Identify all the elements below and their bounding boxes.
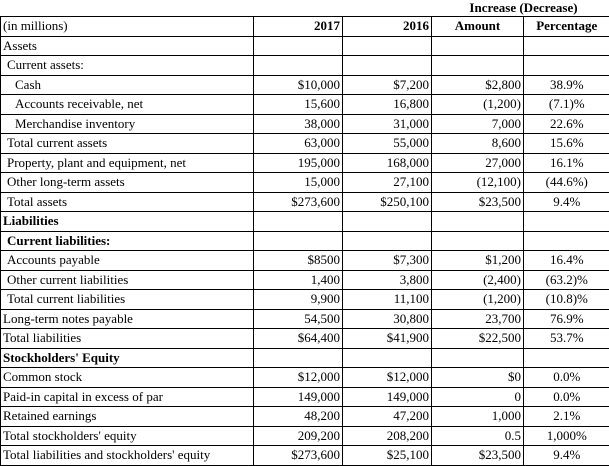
- column-header-2016: 2016: [343, 17, 432, 37]
- cell-2017: 63,000: [254, 134, 343, 154]
- cell-2017: 48,200: [254, 407, 343, 427]
- cell-2016: [343, 56, 432, 76]
- cell-2016: 11,100: [343, 290, 432, 310]
- cell-2017: $273,600: [254, 446, 343, 466]
- cell-amount: 27,000: [432, 153, 524, 173]
- row-label: Stockholders' Equity: [1, 348, 254, 368]
- cell-percentage: [524, 36, 609, 56]
- cell-amount: [432, 348, 524, 368]
- cell-amount: 7,000: [432, 114, 524, 134]
- cell-amount: [432, 212, 524, 232]
- cell-2016: [343, 231, 432, 251]
- cell-amount: $1,200: [432, 251, 524, 271]
- row-label: Other long-term assets: [1, 173, 254, 193]
- table-row: [1, 36, 609, 56]
- cell-percentage: 2.1%: [524, 407, 609, 427]
- table-row: [1, 407, 609, 427]
- cell-amount: $23,500: [432, 192, 524, 212]
- cell-2016: [343, 36, 432, 56]
- cell-amount: 0: [432, 387, 524, 407]
- cell-2016: $7,300: [343, 251, 432, 271]
- cell-percentage: 0.0%: [524, 368, 609, 388]
- cell-2016: $250,100: [343, 192, 432, 212]
- cell-amount: [432, 56, 524, 76]
- cell-2017: [254, 231, 343, 251]
- table-row: [1, 309, 609, 329]
- row-label: Current liabilities:: [1, 231, 254, 251]
- cell-percentage: 9.4%: [524, 446, 609, 466]
- row-label: Total current liabilities: [1, 290, 254, 310]
- row-label: Assets: [1, 36, 254, 56]
- cell-percentage: 16.1%: [524, 153, 609, 173]
- row-label: Total stockholders' equity: [1, 426, 254, 446]
- cell-2017: $8500: [254, 251, 343, 271]
- cell-2017: [254, 212, 343, 232]
- row-label: Cash: [1, 75, 254, 95]
- cell-2017: 15,000: [254, 173, 343, 193]
- row-label: Accounts payable: [1, 251, 254, 271]
- row-label: Current assets:: [1, 56, 254, 76]
- table-row: [1, 290, 609, 310]
- cell-percentage: 1,000%: [524, 426, 609, 446]
- cell-2017: 38,000: [254, 114, 343, 134]
- table-row: [1, 173, 609, 193]
- cell-2016: 208,200: [343, 426, 432, 446]
- row-label: Liabilities: [1, 212, 254, 232]
- cell-2016: 3,800: [343, 270, 432, 290]
- column-header-2017: 2017: [254, 17, 343, 37]
- cell-percentage: [524, 56, 609, 76]
- cell-amount: (2,400): [432, 270, 524, 290]
- column-header-percentage: Percentage: [524, 17, 609, 37]
- cell-percentage: 22.6%: [524, 114, 609, 134]
- cell-2016: 16,800: [343, 95, 432, 115]
- row-label: Total assets: [1, 192, 254, 212]
- table-row: [1, 212, 609, 232]
- cell-percentage: (7.1)%: [524, 95, 609, 115]
- cell-percentage: [524, 231, 609, 251]
- cell-amount: $2,800: [432, 75, 524, 95]
- cell-amount: $0: [432, 368, 524, 388]
- table-row: [1, 153, 609, 173]
- cell-2016: 149,000: [343, 387, 432, 407]
- column-header-label: (in millions): [1, 17, 254, 37]
- table-row: [1, 348, 609, 368]
- table-row: [1, 270, 609, 290]
- cell-amount: 23,700: [432, 309, 524, 329]
- cell-percentage: 0.0%: [524, 387, 609, 407]
- cell-2017: 9,900: [254, 290, 343, 310]
- cell-amount: $22,500: [432, 329, 524, 349]
- table-row: [1, 75, 609, 95]
- cell-2017: 149,000: [254, 387, 343, 407]
- cell-amount: (12,100): [432, 173, 524, 193]
- cell-percentage: 16.4%: [524, 251, 609, 271]
- increase-decrease-heading: Increase (Decrease): [438, 0, 609, 16]
- cell-amount: 0.5: [432, 426, 524, 446]
- cell-percentage: [524, 348, 609, 368]
- table-row: [1, 426, 609, 446]
- cell-2016: 168,000: [343, 153, 432, 173]
- row-label: Merchandise inventory: [1, 114, 254, 134]
- cell-amount: 1,000: [432, 407, 524, 427]
- cell-2016: 30,800: [343, 309, 432, 329]
- row-label: Retained earnings: [1, 407, 254, 427]
- row-label: Property, plant and equipment, net: [1, 153, 254, 173]
- cell-2016: $25,100: [343, 446, 432, 466]
- cell-percentage: 9.4%: [524, 192, 609, 212]
- column-header-amount: Amount: [432, 17, 524, 37]
- table-row: [1, 114, 609, 134]
- cell-amount: [432, 231, 524, 251]
- cell-percentage: (44.6%): [524, 173, 609, 193]
- table-row: [1, 95, 609, 115]
- row-label: Accounts receivable, net: [1, 95, 254, 115]
- row-label: Paid-in capital in excess of par: [1, 387, 254, 407]
- cell-percentage: 76.9%: [524, 309, 609, 329]
- table-row: [1, 231, 609, 251]
- row-label: Other current liabilities: [1, 270, 254, 290]
- cell-2017: 1,400: [254, 270, 343, 290]
- cell-2017: $273,600: [254, 192, 343, 212]
- cell-percentage: [524, 212, 609, 232]
- cell-amount: 8,600: [432, 134, 524, 154]
- row-label: Total liabilities: [1, 329, 254, 349]
- cell-percentage: 53.7%: [524, 329, 609, 349]
- row-label: Common stock: [1, 368, 254, 388]
- table-row: [1, 251, 609, 271]
- cell-2017: 54,500: [254, 309, 343, 329]
- table-row: [1, 192, 609, 212]
- cell-2017: $64,400: [254, 329, 343, 349]
- table-row: [1, 134, 609, 154]
- cell-2016: [343, 212, 432, 232]
- cell-2016: $41,900: [343, 329, 432, 349]
- cell-2016: $12,000: [343, 368, 432, 388]
- cell-2017: $10,000: [254, 75, 343, 95]
- cell-2016: 47,200: [343, 407, 432, 427]
- cell-2016: 55,000: [343, 134, 432, 154]
- cell-2016: 31,000: [343, 114, 432, 134]
- row-label: Total current assets: [1, 134, 254, 154]
- cell-percentage: 38.9%: [524, 75, 609, 95]
- cell-2017: 15,600: [254, 95, 343, 115]
- cell-2016: 27,100: [343, 173, 432, 193]
- cell-amount: [432, 36, 524, 56]
- table-row: [1, 446, 609, 466]
- cell-2017: [254, 348, 343, 368]
- cell-percentage: (63.2)%: [524, 270, 609, 290]
- financial-table: [0, 16, 609, 466]
- cell-amount: (1,200): [432, 290, 524, 310]
- cell-2016: $7,200: [343, 75, 432, 95]
- cell-2017: [254, 36, 343, 56]
- cell-amount: (1,200): [432, 95, 524, 115]
- column-header-row: [1, 17, 609, 37]
- table-row: [1, 387, 609, 407]
- cell-percentage: (10.8)%: [524, 290, 609, 310]
- cell-2017: 209,200: [254, 426, 343, 446]
- cell-amount: $23,500: [432, 446, 524, 466]
- cell-2017: 195,000: [254, 153, 343, 173]
- table-row: [1, 368, 609, 388]
- cell-2016: [343, 348, 432, 368]
- cell-percentage: 15.6%: [524, 134, 609, 154]
- row-label: Total liabilities and stockholders' equity: [1, 446, 254, 466]
- row-label: Long-term notes payable: [1, 309, 254, 329]
- table-row: [1, 329, 609, 349]
- table-row: [1, 56, 609, 76]
- cell-2017: $12,000: [254, 368, 343, 388]
- cell-2017: [254, 56, 343, 76]
